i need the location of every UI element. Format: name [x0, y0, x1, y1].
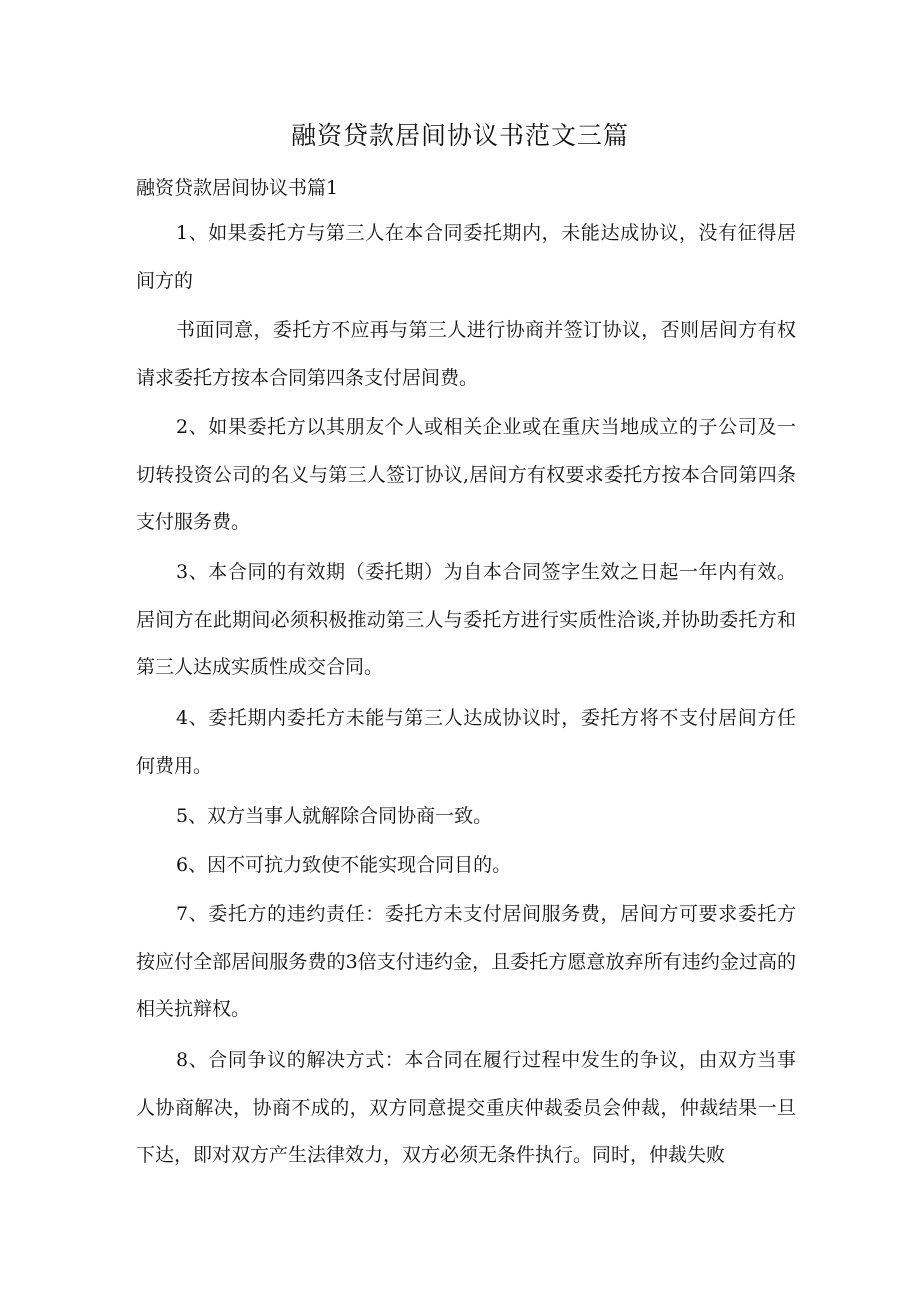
section-heading: 融资贷款居间协议书篇1 [136, 177, 339, 199]
document-title: 融资贷款居间协议书范文三篇 [290, 121, 629, 150]
paragraph-4: 3、本合同的有效期（委托期）为自本合同签字生效之日起一年内有效。居间方在此期间必须积极推动第三人与委托方进行实质性洽谈,并协助委托方和第三人达成实质性成交合同。 [136, 561, 796, 678]
paragraph-9: 8、合同争议的解决方式：本合同在履行过程中发生的争议，由双方当事人协商解决，协商不成的，双方同意提交重庆仲裁委员会仲裁，仲裁结果一旦下达，即对双方产生法律效力，双方必须无条件执行。同时，仲裁失败 [136, 1049, 796, 1166]
paragraph-2: 书面同意，委托方不应再与第三人进行协商并签订协议，否则居间方有权请求委托方按本合同第四条支付居间费。 [136, 319, 796, 389]
paragraph-3: 2、如果委托方以其朋友个人或相关企业或在重庆当地成立的子公司及一切转投资公司的名义与第三人签订协议,居间方有权要求委托方按本合同第四条支付服务费。 [136, 416, 796, 533]
paragraph-8: 7、委托方的违约责任：委托方未支付居间服务费，居间方可要求委托方按应付全部居间服务费的3倍支付违约金，且委托方愿意放弃所有违约金过高的相关抗辩权。 [136, 903, 796, 1020]
paragraph-5: 4、委托期内委托方未能与第三人达成协议时，委托方将不支付居间方任何费用。 [136, 707, 796, 777]
paragraph-7: 6、因不可抗力致使不能实现合同目的。 [176, 854, 512, 876]
paragraph-1: 1、如果委托方与第三人在本合同委托期内，未能达成协议，没有征得居间方的 [136, 222, 796, 292]
paragraph-6: 5、双方当事人就解除合同协商一致。 [176, 805, 493, 827]
